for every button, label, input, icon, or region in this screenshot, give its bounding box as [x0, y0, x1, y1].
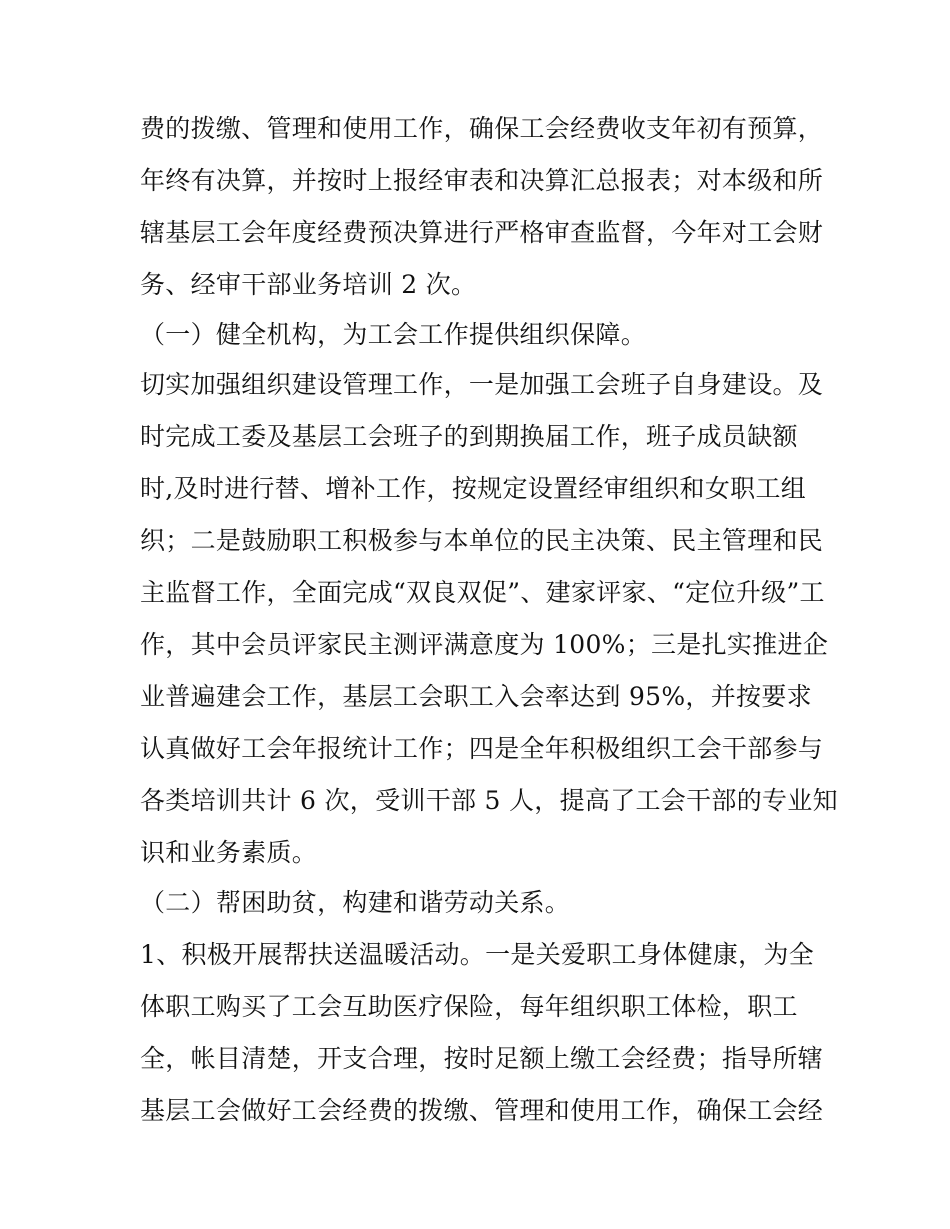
text-line: 时,及时进行替、增补工作，按规定设置经审组织和女职工组 [140, 474, 807, 503]
text-line: 基层工会做好工会经费的拨缴、管理和使用工作，确保工会经 [140, 1096, 824, 1125]
text-line: 作，其中会员评家民主测评满意度为 100%；三是扎实推进企 [140, 630, 829, 659]
text-line: 切实加强组织建设管理工作，一是加强工会班子自身建设。及 [140, 370, 824, 399]
text-line: 主监督工作，全面完成“双良双促”、建家评家、“定位升级”工 [140, 578, 825, 607]
section-heading-2: （二）帮困助贫，构建和谐劳动关系。 [140, 888, 571, 917]
text-line: 识和业务素质。 [140, 838, 318, 867]
text-line: 认真做好工会年报统计工作；四是全年积极组织工会干部参与 [140, 734, 824, 763]
text-line: 体职工购买了工会互助医疗保险，每年组织职工体检，职工 [140, 992, 798, 1021]
section-heading-1: （一）健全机构，为工会工作提供组织保障。 [140, 320, 647, 349]
text-line: 各类培训共计 6 次，受训干部 5 人，提高了工会干部的专业知 [140, 786, 838, 815]
text-line: 1、积极开展帮扶送温暖活动。一是关爱职工身体健康，为全 [140, 940, 815, 969]
text-line: 辖基层工会年度经费预决算进行严格审查监督，今年对工会财 [140, 218, 824, 247]
text-line: 费的拨缴、管理和使用工作，确保工会经费收支年初有预算， [140, 114, 824, 143]
text-line: 时完成工委及基层工会班子的到期换届工作，班子成员缺额 [140, 422, 798, 451]
text-line: 务、经审干部业务培训 2 次。 [140, 270, 477, 299]
text-line: 业普遍建会工作，基层工会职工入会率达到 95%，并按要求 [140, 682, 812, 711]
text-line: 织；二是鼓励职工积极参与本单位的民主决策、民主管理和民 [140, 526, 824, 555]
text-line: 全，帐目清楚，开支合理，按时足额上缴工会经费；指导所辖 [140, 1044, 824, 1073]
text-line: 年终有决算，并按时上报经审表和决算汇总报表；对本级和所 [140, 166, 824, 195]
